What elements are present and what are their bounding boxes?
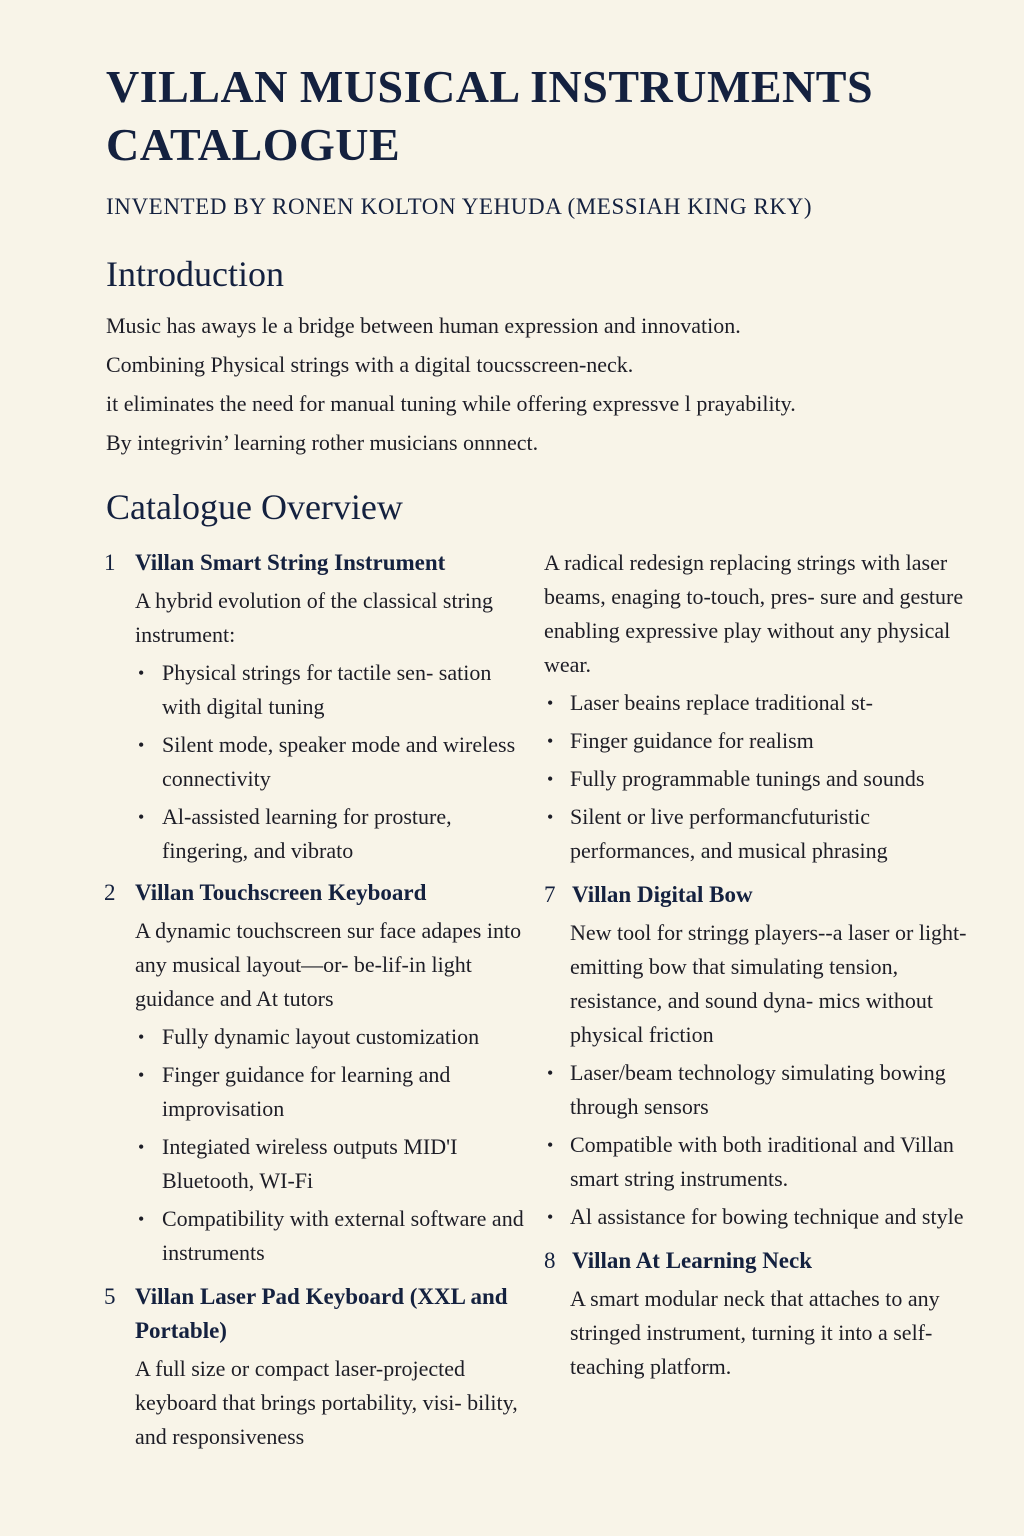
catalogue-item-digital-bow <box>544 878 974 1234</box>
overview-right-column <box>544 546 974 1384</box>
item-heading <box>104 546 534 580</box>
introduction-heading: Introduction <box>106 254 284 294</box>
item-description: New tool for stringg players--a laser or light-emitting bow that simulating tension, resistance, and sound dyna- mics without physical friction <box>570 920 967 1047</box>
catalogue-item-learning-neck <box>544 1244 974 1384</box>
bullet-icon: • <box>138 1137 145 1157</box>
bullet-item: • Physical strings for tactile sen- sation with digital tuning <box>135 656 534 724</box>
item-bullet-list <box>135 656 534 868</box>
catalogue-item-smart-string <box>104 546 534 868</box>
overview-heading: Catalogue Overview <box>106 487 403 527</box>
overview-left-column <box>104 546 534 1454</box>
bullet-item: • Compatibility with external software and instruments <box>135 1202 534 1270</box>
intro-line: it eliminates the need for manual tuning while offering expressve l prayability. <box>106 391 796 416</box>
item-bullet-list <box>544 686 974 868</box>
catalogue-item-touchscreen-keyboard <box>104 876 534 1270</box>
bullet-icon: • <box>138 807 145 827</box>
document-subtitle: INVENTED BY RONEN KOLTON YEHUDA (MESSIAH KING RKY) <box>106 194 813 219</box>
item-bullet-list <box>135 1020 534 1270</box>
item-number: 1 <box>104 550 116 575</box>
item-title: Villan Laser Pad Keyboard (XXL and Portable) <box>135 1284 508 1343</box>
item-heading <box>104 1280 534 1348</box>
catalogue-item-laser-string <box>544 546 974 868</box>
bullet-icon: • <box>547 807 554 827</box>
bullet-icon: • <box>138 735 145 755</box>
item-number: 2 <box>104 880 116 905</box>
bullet-icon: • <box>138 1027 145 1047</box>
bullet-icon: • <box>547 1063 554 1083</box>
item-number: 5 <box>104 1284 116 1309</box>
catalogue-item-laser-pad-keyboard <box>104 1280 534 1454</box>
intro-line: Music has aways le a bridge between human expression and innovation. <box>106 313 741 338</box>
bullet-icon: • <box>138 663 145 683</box>
bullet-item: • Laser/beam technology simulating bowing through sensors <box>544 1056 974 1124</box>
bullet-item: • Finger guidance for realism <box>544 724 974 758</box>
item-bullet-list <box>544 1056 974 1234</box>
bullet-icon: • <box>138 1065 145 1085</box>
bullet-item: • Fully dynamic layout customization <box>135 1020 534 1054</box>
bullet-icon: • <box>547 1207 554 1227</box>
bullet-icon: • <box>138 1209 145 1229</box>
item-description: A smart modular neck that attaches to any stringed instrument, turning it into a self-teaching platform. <box>570 1286 940 1379</box>
item-description: A radical redesign replacing strings with laser beams, enaging to-touch, pres- sure and gesture enabling expressive play without any physical wear. <box>544 550 964 677</box>
bullet-item: • Al-assisted learning for prosture, fingering, and vibrato <box>135 800 534 868</box>
item-description: A hybrid evolution of the classical string instrument: <box>135 588 494 647</box>
item-description: A dynamic touchscreen sur face adapes into any musical layout—or- be-lif-in light guidance and At tutors <box>135 918 522 1011</box>
item-heading <box>544 1244 974 1278</box>
bullet-item: • Integiated wireless outputs MID'I Bluetooth, WI-Fi <box>135 1130 534 1198</box>
document-title: VILLAN MUSICAL INSTRUMENTS CATALOGUE <box>106 61 874 170</box>
bullet-item: • Silent mode, speaker mode and wireless connectivity <box>135 728 534 796</box>
item-description: A full size or compact laser-projected keyboard that brings portability, visi- bility, and responsiveness <box>135 1356 518 1449</box>
item-heading <box>104 876 534 910</box>
bullet-item: • Al assistance for bowing technique and style <box>544 1200 974 1234</box>
bullet-item: • Compatible with both iraditional and Villan smart string instruments. <box>544 1128 974 1196</box>
item-title: Villan Digital Bow <box>572 882 753 907</box>
bullet-item: • Laser beains replace traditional st- <box>544 686 974 720</box>
introduction-text <box>106 306 986 462</box>
intro-line: By integrivin’ learning rother musicians onnnect. <box>106 430 539 455</box>
item-title: Villan Touchscreen Keyboard <box>135 880 427 905</box>
item-title: Villan At Learning Neck <box>572 1248 813 1273</box>
bullet-icon: • <box>547 769 554 789</box>
bullet-item: • Fully programmable tunings and sounds <box>544 762 974 796</box>
bullet-icon: • <box>547 693 554 713</box>
intro-line: Combining Physical strings with a digital toucsscreen-neck. <box>106 352 634 377</box>
item-title: Villan Smart String Instrument <box>135 550 446 575</box>
bullet-icon: • <box>547 1135 554 1155</box>
bullet-item: • Silent or live performancfuturistic performances, and musical phrasing <box>544 800 974 868</box>
item-number: 8 <box>544 1248 556 1273</box>
item-number: 7 <box>544 882 556 907</box>
item-heading <box>544 878 974 912</box>
bullet-icon: • <box>547 731 554 751</box>
bullet-item: • Finger guidance for learning and improvisation <box>135 1058 534 1126</box>
